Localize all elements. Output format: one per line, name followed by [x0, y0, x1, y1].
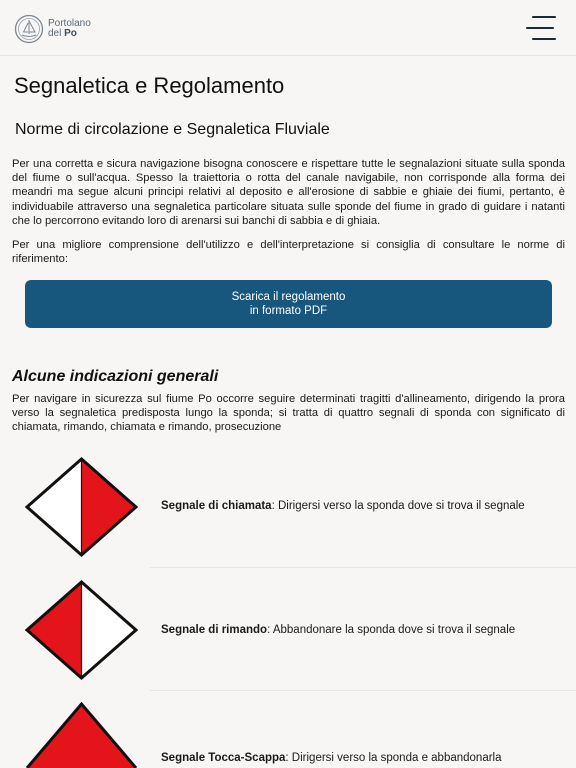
signal-tocca-scappa-text: Segnale Tocca-Scappa: Dirigersi verso la sponda e abbandonarla — [161, 752, 502, 764]
logo-line2a: del — [48, 28, 65, 39]
download-button-line2: in formato PDF — [249, 305, 328, 317]
signal-rimando-text: Segnale di rimando: Abbandonare la sponda dove si trova il segnale — [161, 624, 516, 636]
portolano-logo-icon — [14, 14, 44, 44]
divider — [150, 567, 576, 568]
signal-chiamata-text: Segnale di chiamata: Dirigersi verso la sponda dove si trova il segnale — [161, 500, 525, 512]
reference-paragraph: Per una migliore comprensione dell'utilizzo e dell'interpretazione si consiglia di consultare le norme di riferimento: — [12, 239, 565, 266]
subsection-paragraph: Per navigare in sicurezza sul fiume Po occorre seguire determinati tragitti d'allineamento, dirigendo la prora verso la segnaletica predisposta lungo la sponda; si tratta di quattro segnali di sponda con significato di chiamata, rimando, chiamata e rimando, prosecuzione — [12, 393, 565, 434]
logo[interactable] — [14, 14, 91, 44]
section-title: Norme di circolazione e Segnaletica Fluviale — [15, 121, 330, 138]
signal-chiamata-icon — [25, 457, 138, 557]
logo-line2b: Po — [64, 28, 77, 39]
signal-rimando-icon — [25, 580, 138, 680]
logo-line1: Portolano — [48, 18, 91, 29]
download-regulation-button[interactable] — [25, 280, 552, 328]
signal-tocca-scappa-icon — [25, 702, 138, 768]
intro-paragraph: Per una corretta e sicura navigazione bisogna conoscere e rispettare tutte le segnalazioni situate sulla sponda del fiume o sull'acqua. Spesso la traiettoria o rotta del canale navigabile, non corrisponde alla forma dei meandri ma segue alcuni principi relativi al deposito e all'erosione di sabbie e ghiaie dei fiumi, pertanto, è individuabile attraverso una segnaletica particolare situata sulle sponde del fiume in grado di guidare i natanti che lo percorrono evitando loro di arenarsi sui banchi di sabbia e di ghiaia. — [12, 158, 565, 227]
divider — [150, 690, 576, 691]
subsection-title: Alcune indicazioni generali — [12, 368, 219, 385]
app-header — [0, 0, 576, 56]
download-button-line1: Scarica il regolamento — [231, 291, 346, 303]
hamburger-menu-icon[interactable] — [526, 16, 558, 42]
page-title: Segnaletica e Regolamento — [14, 73, 285, 98]
